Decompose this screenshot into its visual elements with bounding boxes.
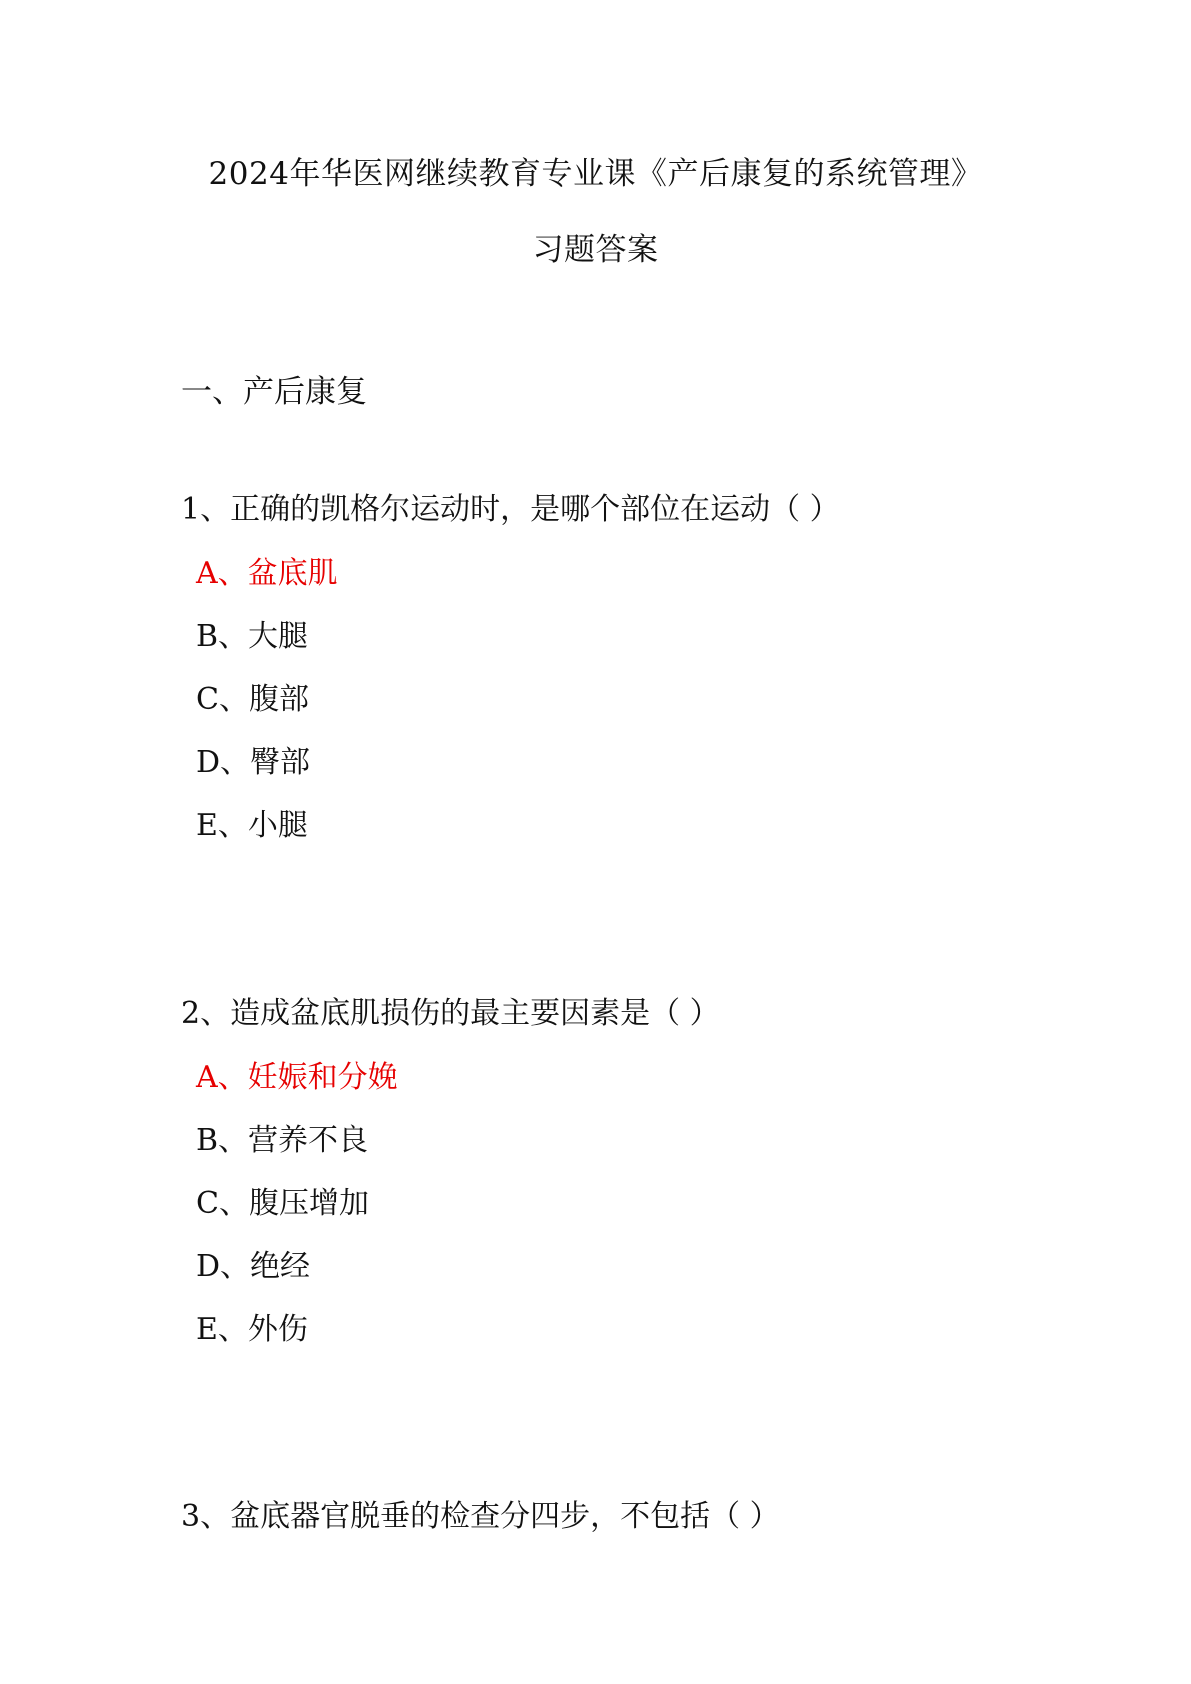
question-stem: 1、正确的凯格尔运动时，是哪个部位在运动（ ） <box>181 492 840 527</box>
option-d: D、臀部 <box>196 745 311 780</box>
option-c: C、腹部 <box>196 682 309 717</box>
option-a-correct: A、妊娠和分娩 <box>196 1060 398 1095</box>
option-e: E、小腿 <box>196 808 308 843</box>
question-3 <box>181 1485 1141 1549</box>
option-e: E、外伤 <box>196 1312 308 1347</box>
option-b: B、营养不良 <box>196 1123 369 1158</box>
question-stem: 2、造成盆底肌损伤的最主要因素是（ ） <box>181 996 720 1031</box>
document-title: 2024年华医网继续教育专业课《产后康复的系统管理》 <box>208 156 983 192</box>
document-subtitle: 习题答案 <box>532 232 659 268</box>
question-1 <box>181 478 1141 857</box>
option-b: B、大腿 <box>196 619 309 654</box>
question-stem: 3、盆底器官脱垂的检查分四步，不包括（ ） <box>181 1499 780 1534</box>
option-c: C、腹压增加 <box>196 1186 369 1221</box>
option-a-correct: A、盆底肌 <box>196 556 338 591</box>
question-2 <box>181 982 1141 1361</box>
option-d: D、绝经 <box>196 1249 311 1284</box>
section-heading: 一、产后康复 <box>181 374 367 410</box>
